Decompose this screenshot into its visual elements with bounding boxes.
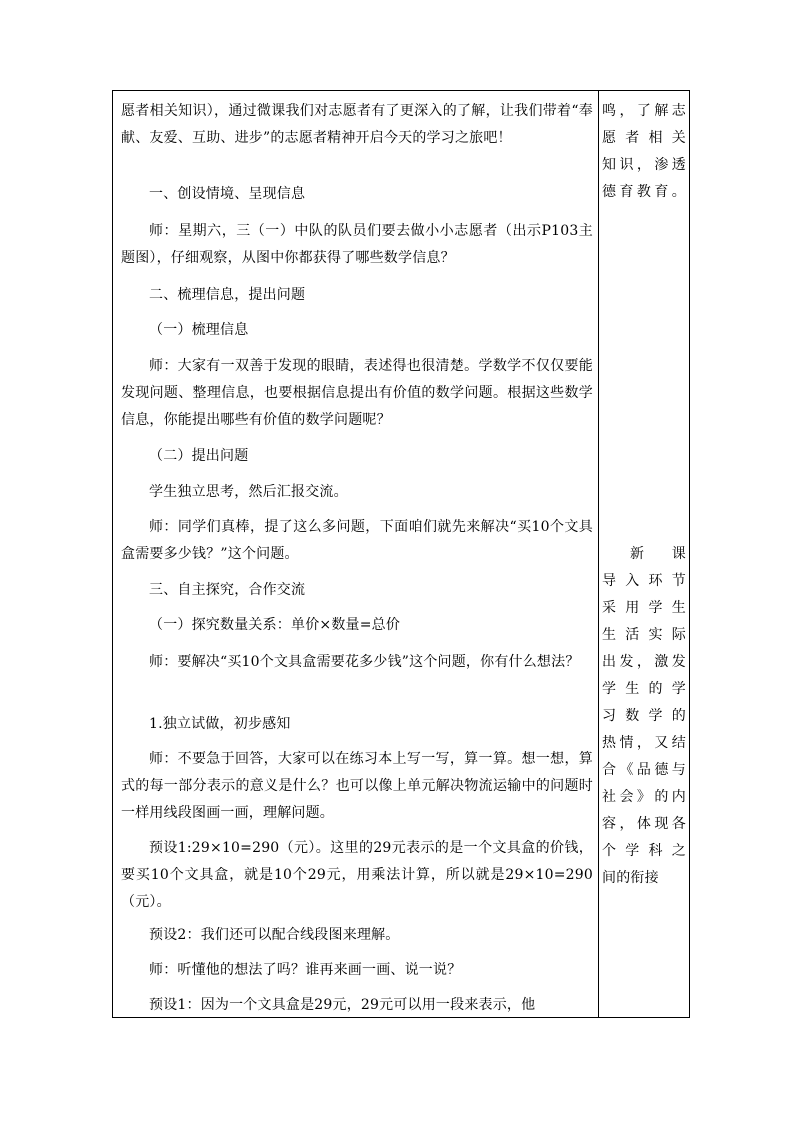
paragraph-teacher-3: 师：同学们真棒，提了这么多问题，下面咱们就先来解决“买10个文具盒需要多少钱？”这个问题。 <box>121 519 593 562</box>
subsection-heading-2b: （二）提出问题 <box>149 448 249 464</box>
note-line: 出发，激发 <box>602 654 686 670</box>
lesson-content-cell <box>121 91 593 1017</box>
column-divider <box>598 91 599 1017</box>
paragraph-intro: 愿者相关知识），通过微课我们对志愿者有了更深入的了解，让我们带着“奉献、友爱、互助、进步”的志愿者精神开启今天的学习之旅吧！ <box>121 103 593 146</box>
note-line: 个学科之 <box>602 843 686 859</box>
paragraph-teacher-5: 师：不要急于回答，大家可以在练习本上写一写，算一算。想一想，算式的每一部分表示的意义是什么？也可以像上单元解决物流运输中的问题时一样用线段图画一画，理解问题。 <box>121 751 593 821</box>
note-line: 合《品德与 <box>602 762 686 778</box>
lesson-plan-table <box>112 90 690 1018</box>
note-line: 导入环节 <box>602 573 686 589</box>
design-note-1 <box>602 98 686 206</box>
note-line: 愿者相关 <box>602 130 686 146</box>
note-line: 新课 <box>630 546 686 562</box>
paragraph-preset-2: 预设2：我们还可以配合线段图来理解。 <box>149 927 400 943</box>
section-heading-2: 二、梳理信息，提出问题 <box>149 287 306 303</box>
note-line: 习数学的 <box>602 708 686 724</box>
section-heading-1: 一、创设情境、呈现信息 <box>149 186 306 202</box>
note-line: 容，体现各 <box>602 816 686 832</box>
note-line: 德育教育。 <box>602 184 686 200</box>
design-notes-cell <box>602 91 686 1017</box>
subsection-heading-2a: （一）梳理信息 <box>149 322 249 338</box>
paragraph-preset-1: 预设1:29×10=290（元）。这里的29元表示的是一个文具盒的价钱，要买10个文具盒，就是10个29元，用乘法计算，所以就是29×10=290（元）。 <box>121 840 593 910</box>
step-heading-1: 1.独立试做，初步感知 <box>149 716 291 732</box>
note-line: 知识，渗透 <box>602 157 686 173</box>
note-line: 采用学生 <box>602 600 686 616</box>
note-line: 鸣，了解志 <box>602 103 686 119</box>
paragraph-teacher-1: 师：星期六，三（一）中队的队员们要去做小小志愿者（出示P103主题图），仔细观察，从图中你都获得了哪些数学信息？ <box>121 223 593 266</box>
paragraph-teacher-2: 师：大家有一双善于发现的眼睛，表述得也很清楚。学数学不仅仅要能发现问题、整理信息，也要根据信息提出有价值的数学问题。根据这些数学信息，你能提出哪些有价值的数学问题呢？ <box>121 358 593 428</box>
note-line: 生活实际 <box>602 627 686 643</box>
note-line: 热情，又结 <box>602 735 686 751</box>
subsection-heading-3a: （一）探究数量关系：单价×数量=总价 <box>149 617 401 633</box>
paragraph-preset-3: 预设1：因为一个文具盒是29元，29元可以用一段来表示，他 <box>149 997 536 1013</box>
section-heading-3: 三、自主探究，合作交流 <box>149 582 306 598</box>
paragraph-teacher-6: 师：听懂他的想法了吗？谁再来画一画、说一说？ <box>149 962 462 978</box>
paragraph-student-1: 学生独立思考，然后汇报交流。 <box>149 484 348 500</box>
design-note-2 <box>602 541 686 892</box>
note-line: 间的衔接 <box>602 870 659 886</box>
note-line: 学生的学 <box>602 681 686 697</box>
note-line: 社会》的内 <box>602 789 686 805</box>
paragraph-teacher-4: 师：要解决“买10个文具盒需要花多少钱”这个问题，你有什么想法？ <box>149 654 580 670</box>
